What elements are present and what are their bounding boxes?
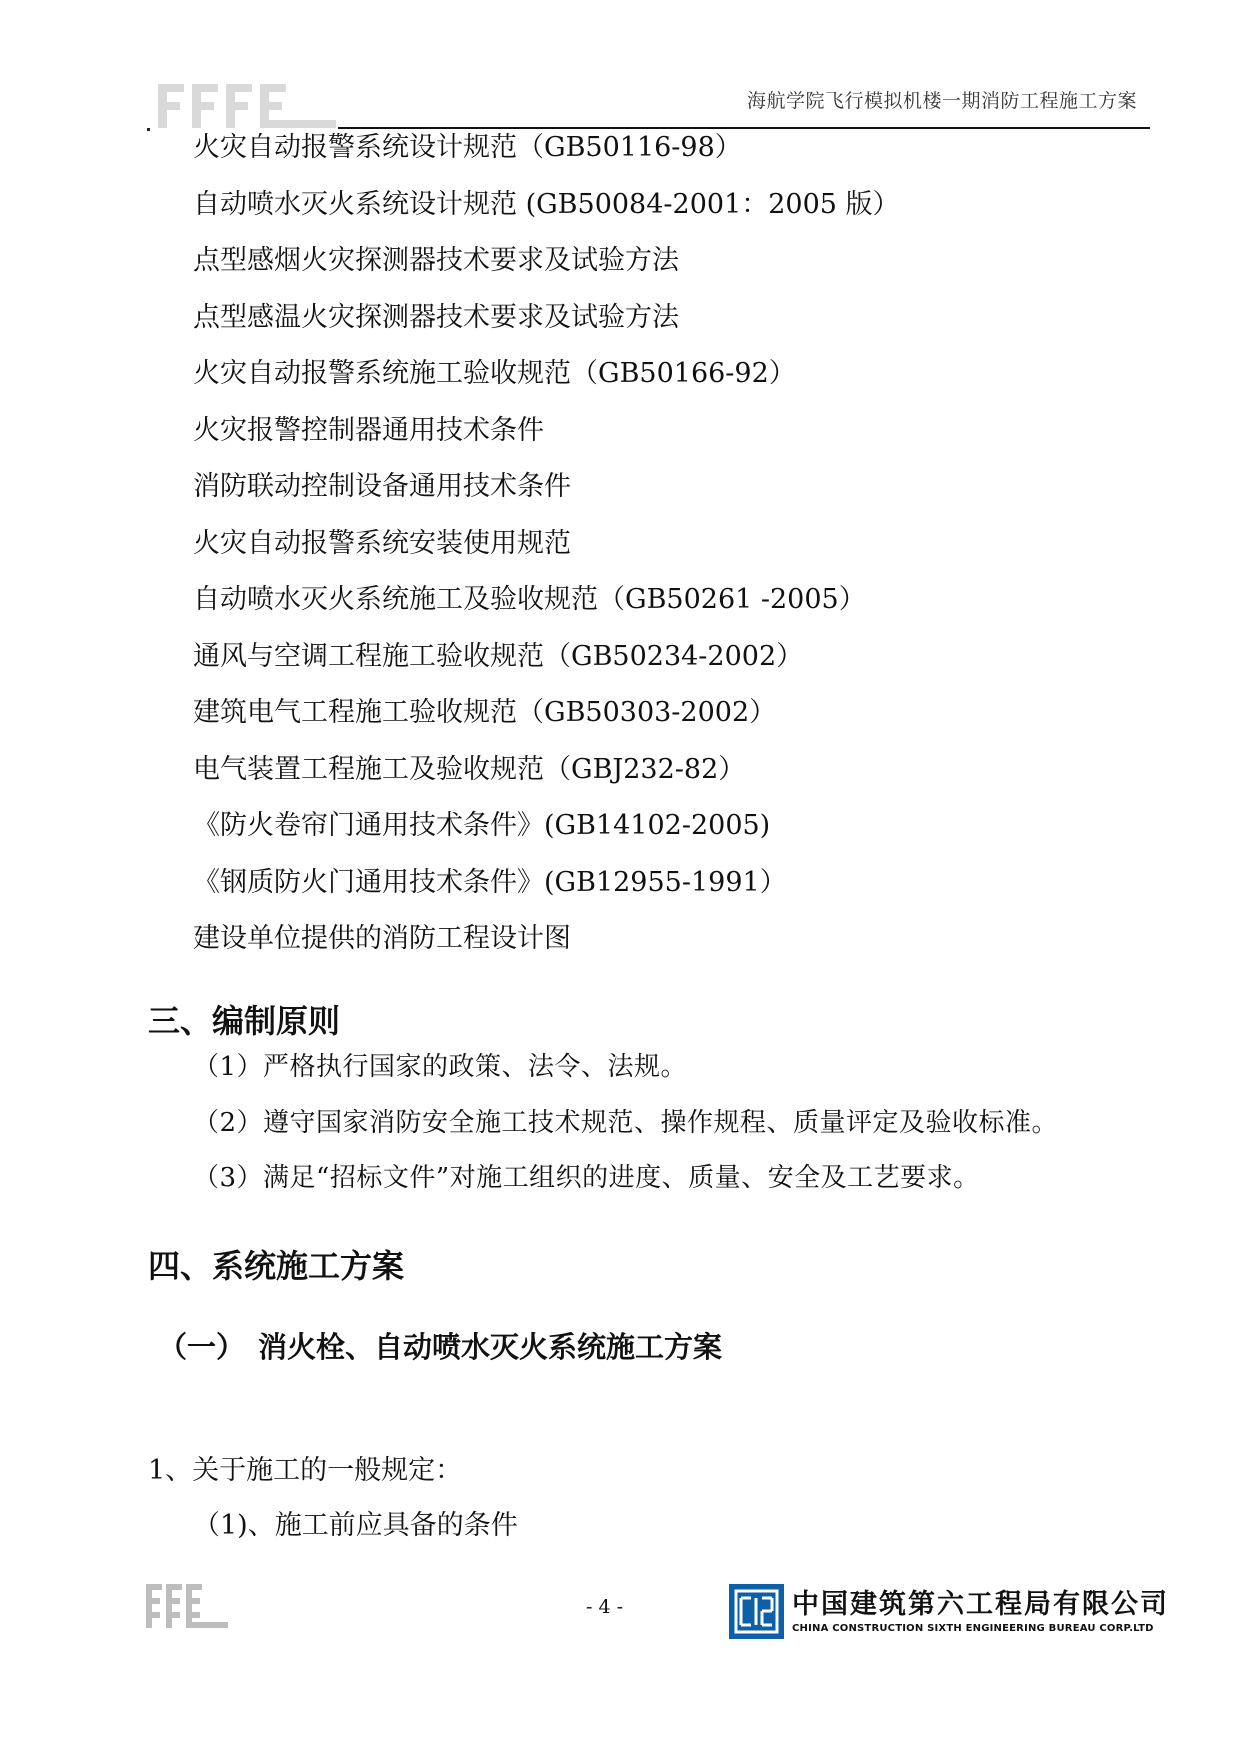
principle-item: （2）遵守国家消防安全施工技术规范、操作规程、质量评定及验收标准。 [193, 1107, 1059, 1138]
reference-item: 点型感烟火灾探测器技术要求及试验方法 [193, 245, 679, 276]
cscec-logo-icon [729, 1584, 784, 1639]
company-name-chinese: 中国建筑第六工程局有限公司 [792, 1589, 1169, 1620]
header-watermark-logo-icon [158, 84, 338, 130]
reference-item: 自动喷水灭火系统施工及验收规范（GB50261 -2005） [193, 584, 866, 615]
reference-item: 《防火卷帘门通用技术条件》(GB14102-2005) [193, 810, 771, 841]
subsection-number: （一） [158, 1330, 246, 1364]
page-number: - 4 - [586, 1596, 624, 1618]
principle-item: （3）满足“招标文件”对施工组织的进度、质量、安全及工艺要求。 [193, 1163, 980, 1193]
numbered-subitem: （1)、施工前应具备的条件 [193, 1510, 518, 1541]
section-heading-construction-plan: 四、系统施工方案 [148, 1247, 405, 1285]
header-dot [147, 128, 150, 131]
reference-item: 《钢质防火门通用技术条件》(GB12955-1991） [193, 866, 787, 898]
reference-item: 电气装置工程施工及验收规范（GBJ232-82） [193, 753, 746, 785]
numbered-item: 1、关于施工的一般规定： [148, 1455, 463, 1486]
reference-item: 点型感温火灾探测器技术要求及试验方法 [193, 301, 679, 333]
reference-item: 火灾报警控制器通用技术条件 [193, 414, 544, 446]
principles-list [193, 1046, 1058, 1213]
reference-item: 建设单位提供的消防工程设计图 [193, 923, 571, 954]
subsection-heading [158, 1325, 722, 1366]
company-name-english: CHINA CONSTRUCTION SIXTH ENGINEERING BUREAU CORP.LTD [792, 1623, 1154, 1634]
reference-list [193, 126, 900, 974]
section-heading-principles: 三、编制原则 [148, 1002, 341, 1040]
footer-watermark-logo-icon [146, 1584, 230, 1630]
reference-item: 消防联动控制设备通用技术条件 [193, 471, 571, 502]
reference-item: 通风与空调工程施工验收规范（GB50234-2002） [193, 640, 804, 672]
principle-item: （1）严格执行国家的政策、法令、法规。 [193, 1052, 688, 1082]
reference-item: 自动喷水灭火系统设计规范 (GB50084-2001：2005 版） [193, 188, 900, 220]
header-title: 海航学院飞行模拟机楼一期消防工程施工方案 [746, 90, 1137, 112]
reference-item: 火灾自动报警系统施工验收规范（GB50166-92） [193, 358, 796, 389]
reference-item: 火灾自动报警系统设计规范（GB50116-98） [193, 132, 742, 163]
reference-item: 建筑电气工程施工验收规范（GB50303-2002） [193, 697, 777, 728]
subsection-title: 消火栓、自动喷水灭火系统施工方案 [258, 1330, 723, 1364]
reference-item: 火灾自动报警系统安装使用规范 [193, 527, 571, 559]
